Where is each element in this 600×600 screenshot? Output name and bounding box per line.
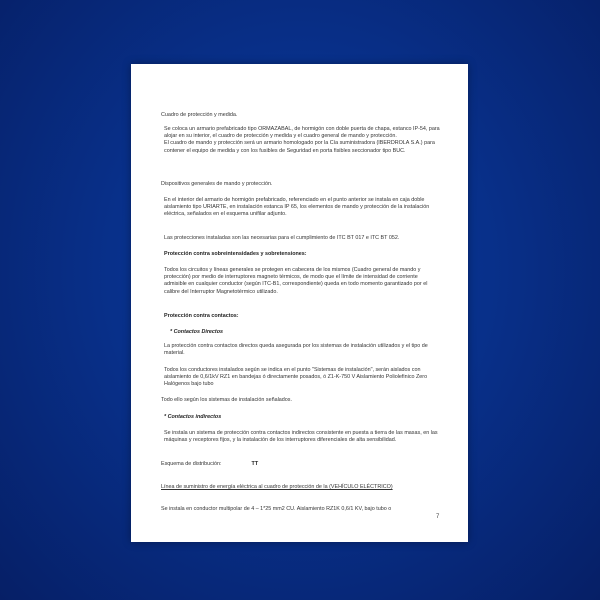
paragraph-cuadro-2: El cuadro de mando y protección será un armario homologado por la Cía suministradora (IBERDROLA S.A.) para contener el equipo de medida y con los fusibles de Seguridad en porta fisibles seccionador tipo BUC. — [164, 140, 435, 154]
heading-dispositivos: Dispositivos generales de mando y protección. — [161, 181, 273, 187]
paragraph-cuadro-1: Se coloca un armario prefabricado tipo ORMAZABAL, de hormigón con doble puerta de chapa, estanco IP-54, para alojar en su interior, el cuadro de protección y medida y el cuadro general de mando y protección. — [164, 126, 440, 140]
esquema-distribucion — [161, 461, 451, 468]
paragraph-directos-1: La protección contra contactos directos queda asegurada por los sistemas de instalación utilizados y el tipo de material. — [164, 343, 428, 357]
paragraph-sobreintensidades: Todos los circuitos y líneas generales se protegen en cabecera de los mismos (Cuadro general de mando y protección) por medio de interruptores magneto térmicos, de modo que el límite de intensidad de corriente admisible en cualquier conductor (según ITC-B1, correspondiente) queda en todo momento garantizado por el calibre del Interruptor Magnetotérmico utilizado. — [164, 267, 428, 295]
heading-cuadro: Cuadro de protección y medida. — [161, 112, 238, 118]
document-page — [131, 64, 468, 542]
paragraph-linea-suministro: Se instala en conductor multipolar de 4 – 1*25 mm2 CU. Aislamiento RZ1K 0,6/1 KV, bajo tubo o — [161, 506, 392, 512]
esquema-value: TT — [251, 461, 259, 467]
paragraph-indirectos: Se instala un sistema de protección contra contactos indirectos consistente en puesta a tierra de las masas, en las máquinas y receptores fijos, y la instalación de los interruptores diferenciales de alta sensibilidad. — [164, 430, 438, 444]
heading-contactos-directos: * Contactos Directos — [170, 329, 224, 335]
paragraph-directos-3: Todo ello según los sistemas de instalación señalados. — [161, 397, 292, 403]
heading-contactos-indirectos: * Contactos indirectos — [164, 414, 222, 420]
paragraph-directos-2: Todos los conductores instalados según se indica en el punto "Sistemas de instalación", serán aislados con aislamiento de 0,6/1kV RZ1 en bandejas ó directamente posados, ó Z1-K-750 V Aislamiento Poliolefinico Zero Halógenos bajo tubo — [164, 367, 428, 388]
heading-contactos: Protección contra contactos: — [164, 313, 239, 319]
page-number: 7 — [436, 514, 440, 520]
paragraph-dispositivos: En el interior del armario de hormigón prefabricado, referenciado en el punto anterior se instala en caja doble aislamiento tipo URIARTE, en instalación estanca IP 65, los elementos de mando y protección de la instalación eléctrica, señalados en el esquema unifilar adjunto. — [164, 197, 430, 218]
heading-linea-suministro: Línea de suministro de energía eléctrica al cuadro de protección de la (VEHÍCULO ELÉCTRICO) — [161, 484, 393, 490]
paragraph-protecciones: Las protecciones instaladas son las necesarias para el cumplimiento de ITC BT 017 e ITC BT 052. — [164, 235, 400, 241]
esquema-label: Esquema de distribución: — [161, 461, 222, 467]
heading-sobreintensidades: Protección contra sobreintensidades y sobretensiones: — [164, 251, 307, 257]
paragraph-cuadro — [164, 126, 440, 155]
